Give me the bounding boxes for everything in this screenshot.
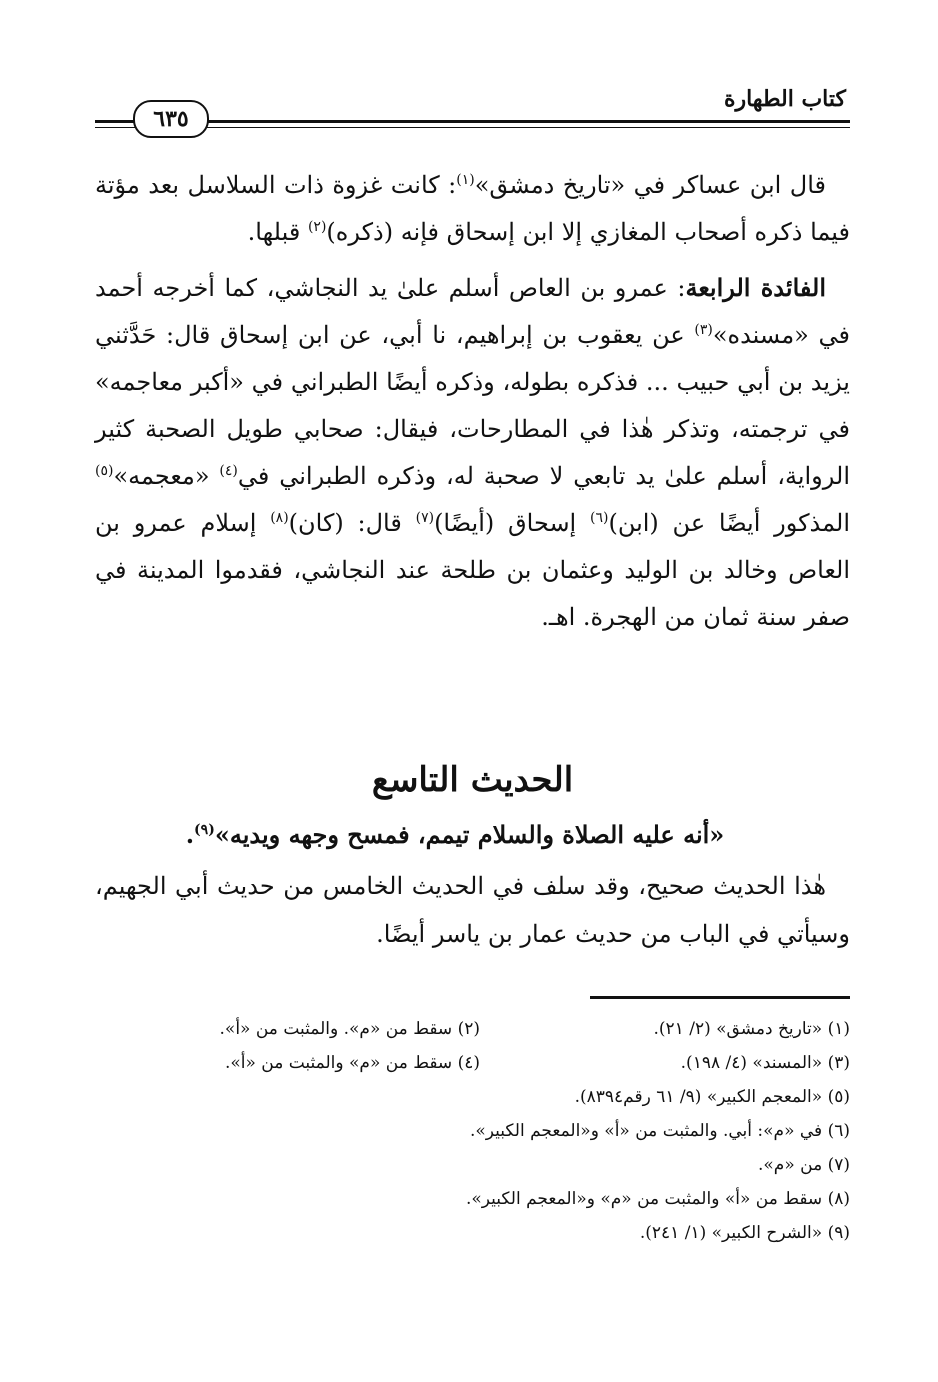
page-number-badge: ٦٣٥: [133, 100, 209, 138]
text-segment: قبلها.: [247, 218, 308, 246]
text-segment: : كانت غزوة ذات السلاسل بعد مؤتة فيما ذكره أصحاب المغازي إلا ابن إسحاق فإنه (ذكره): [95, 171, 850, 246]
footnote-ref-8: (٨): [270, 510, 289, 526]
page-header: [95, 80, 850, 140]
footnotes: [95, 1012, 850, 1250]
text-segment: : عمرو بن العاص أسلم علىٰ يد النجاشي، كما أخرجه أحمد في «مسنده»: [95, 274, 851, 349]
header-rule-thin: [95, 127, 850, 128]
hadith-end: .: [185, 820, 195, 849]
footnote-6: (٦) في «م»: أبي. والمثبت من «أ» و«المعجم الكبير».: [469, 1121, 850, 1141]
footnote-ref-1: (١): [456, 172, 475, 188]
footnote-row: [95, 1012, 850, 1046]
footnote-ref-5: (٥): [95, 463, 114, 479]
main-text: [95, 162, 850, 641]
footnote-3: (٣) «المسند» (٤/ ١٩٨).: [680, 1053, 850, 1073]
footnote-row: [95, 1046, 850, 1080]
text-segment: إسلام عمرو بن العاص وخالد بن الوليد وعثمان بن طلحة عند النجاشي، فقدموا المدينة في صفر سنة ثمان من الهجرة. اهـ.: [95, 509, 850, 631]
closing-paragraph: [95, 862, 850, 958]
footnote-5: (٥) «المعجم الكبير» (٩/ ٦١ رقم٨٣٩٤).: [574, 1087, 850, 1107]
paragraph-ibn-asakir: [95, 162, 850, 256]
hadith-quote: [95, 820, 815, 849]
closing-text: هٰذا الحديث صحيح، وقد سلف في الحديث الخامس من حديث أبي الجهيم، وسيأتي في الباب من حديث عمار بن ياسر أيضًا.: [95, 872, 850, 948]
footnote-1: (١) «تاريخ دمشق» (٢/ ٢١).: [653, 1019, 850, 1039]
text-segment: قال: (كان): [288, 509, 416, 537]
text-segment: المذكور أيضًا عن (ابن): [608, 509, 850, 537]
footnote-4: (٤) سقط من «م» والمثبت من «أ».: [224, 1053, 480, 1073]
footnote-7: (٧) من «م».: [758, 1155, 850, 1175]
footnote-8: (٨) سقط من «أ» والمثبت من «م» و«المعجم الكبير».: [465, 1189, 850, 1209]
footnote-ref-6: (٦): [589, 510, 609, 526]
paragraph-fourth-benefit: [95, 264, 850, 641]
text-segment: إسحاق (أيضًا): [434, 509, 590, 537]
text-segment: قال ابن عساكر في «تاريخ دمشق»: [474, 171, 827, 199]
hadith-text: «أنه عليه الصلاة والسلام تيمم، فمسح وجهه ويديه»: [214, 820, 725, 849]
footnote-9: (٩) «الشرح الكبير» (١/ ٢٤١).: [639, 1223, 850, 1243]
paragraph-lead: الفائدة الرابعة: [685, 273, 827, 302]
footnote-separator: [590, 996, 850, 999]
running-title: كتاب الطهارة: [723, 86, 846, 112]
footnote-ref-3: (٣): [694, 322, 713, 338]
footnote-ref-9: (٩): [194, 822, 215, 838]
text-segment: «معجمه»: [113, 462, 220, 490]
footnote-ref-7: (٧): [415, 510, 435, 526]
footnote-2: (٢) سقط من «م». والمثبت من «أ».: [219, 1019, 480, 1039]
footnote-ref-2: (٢): [307, 219, 327, 235]
text-segment: عن يعقوب بن إبراهيم، نا أبي، عن ابن إسحاق قال: حَدَّثني يزيد بن أبي حبيب ... فذكره بطوله، وذكره أيضًا الطبراني في «أكبر معاجمه» في ترجمته، وتذكر هٰذا في المطارحات، فيقال: صحابي طويل الصحبة كثير الرواية، أسلم علىٰ يد تابعي لا صحبة له، وذكره الطبراني في: [95, 321, 850, 490]
section-title: الحديث التاسع: [371, 760, 574, 800]
footnote-ref-4: (٤): [219, 463, 238, 479]
